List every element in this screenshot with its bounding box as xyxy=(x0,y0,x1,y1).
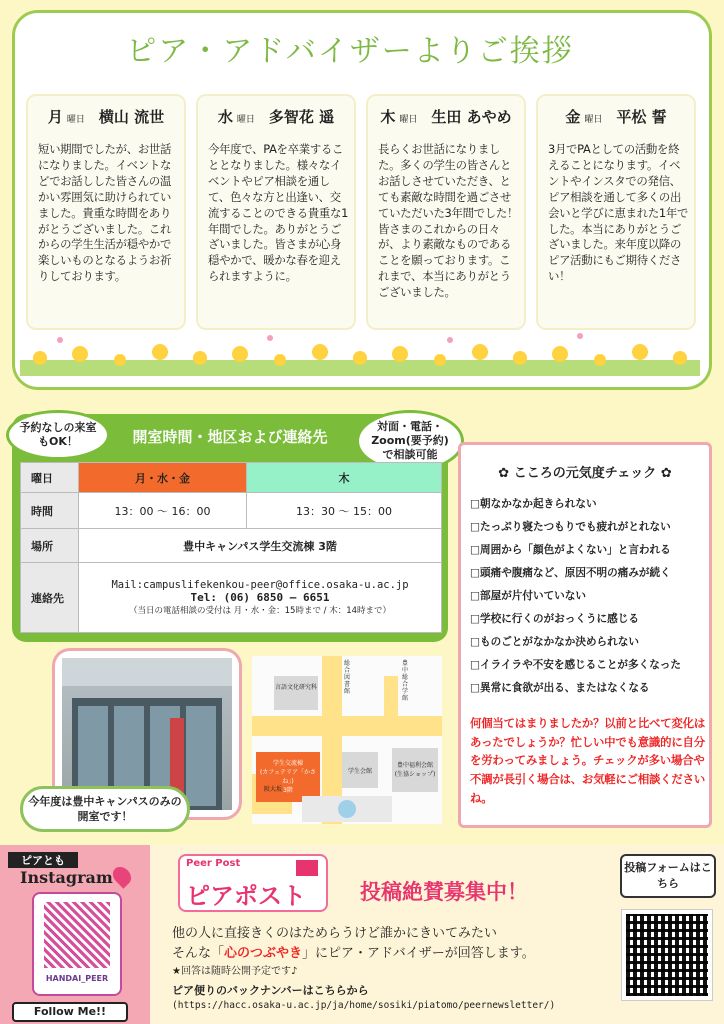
table-row xyxy=(21,463,442,493)
card-day: 金 xyxy=(565,108,581,126)
flower-border-illustration xyxy=(20,330,700,376)
table-row xyxy=(21,529,442,563)
card-day-suffix: 曜日 xyxy=(584,115,603,125)
instagram-title: Instagram xyxy=(20,868,113,887)
flower-icon: ✿ xyxy=(498,466,514,481)
map-label: 学生会館 xyxy=(347,768,372,775)
card-day: 月 xyxy=(47,108,63,126)
place-label: 場所 xyxy=(21,529,79,563)
check-item[interactable]: □学校に行くのがおっくうに感じる xyxy=(470,613,639,625)
instagram-handle: HANDAI_PEER xyxy=(45,974,109,983)
card-day-suffix: 曜日 xyxy=(399,115,418,125)
map-label: 豊中福利会館 (生協ショップ) xyxy=(394,762,436,778)
qr-code-icon[interactable] xyxy=(44,902,110,968)
card-day: 木 xyxy=(380,108,396,126)
greeting-title: ピア・アドバイザーよりご挨拶 xyxy=(126,34,574,69)
contact-tel[interactable]: Tel: (06) 6850 – 6651 xyxy=(190,591,330,604)
map-label: 学生交流棟 (カフェテリア「かさね」) 3階 xyxy=(259,760,317,794)
check-item[interactable]: □たっぷり寝たつもりでも疲れがとれない xyxy=(470,521,671,533)
check-item[interactable]: □異常に食欲が出る、またはなくなる xyxy=(470,682,650,694)
day-label: 曜日 xyxy=(21,463,79,493)
card-day: 水 xyxy=(217,108,233,126)
instagram-qr-card[interactable] xyxy=(32,892,122,996)
instagram-tag: ピアとも xyxy=(8,852,78,868)
check-item[interactable]: □周囲から「顔色がよくない」と言われる xyxy=(470,544,671,556)
campus-note: 今年度は豊中キャンパスのみの開室です！ xyxy=(20,786,190,832)
form-qr-code[interactable] xyxy=(622,910,712,1000)
check-item[interactable]: □部屋が片付いていない xyxy=(470,590,586,602)
flower-icon: ✿ xyxy=(656,466,672,481)
post-line2-highlight: 心のつぶやき xyxy=(224,946,303,961)
post-line2 xyxy=(172,942,612,961)
contact-cell xyxy=(79,563,442,633)
card-name: 平松 誓 xyxy=(616,108,667,126)
time-thu: 13：30 〜 15：00 xyxy=(247,493,442,529)
hours-table xyxy=(20,462,442,633)
card-text: 長らくお世話になりました。多くの学生の皆さんとお話しさせていただき、とても素敵な時間を過ごさせていただいた3年間でした！皆さまのこれからの日々が、より素敵なものであることを願っております。これまで、本当にありがとうございました。 xyxy=(378,142,519,300)
day-thu: 木 xyxy=(247,463,442,493)
card-name: 生田 あやめ xyxy=(431,108,512,126)
contact-label: 連絡先 xyxy=(21,563,79,633)
card-text: 今年度で、PAを卒業することとなりました。様々なイベントやピア相談を通して、色々な方と出逢い、交流することのできる貴重な1年間でした。ありがとうございました。皆さまが心身穏やかで、暖かな春を迎えられますように。 xyxy=(208,142,349,284)
map-label: 豊中総合学館 xyxy=(402,660,409,702)
map-label: 総合図書館 xyxy=(344,660,351,695)
follow-me-button[interactable]: Follow Me!! xyxy=(12,1002,128,1022)
logo-jp: ピアポスト xyxy=(186,882,306,910)
check-item[interactable]: □頭痛や腹痛など、原因不明の痛みが続く xyxy=(470,567,671,579)
contact-mail[interactable]: Mail:campuslifekenkou-peer@office.osaka-u.ac.jp xyxy=(111,579,409,591)
qr-code-icon[interactable] xyxy=(626,914,708,996)
post-line2-a: そんな「 xyxy=(172,946,225,961)
backnumber-url[interactable]: (https://hacc.osaka-u.ac.jp/ja/home/sosiki/piatomo/peernewsletter/) xyxy=(172,1000,556,1011)
table-row xyxy=(21,563,442,633)
logo-en: Peer Post xyxy=(186,858,241,869)
backnumber-label: ピア便りのバックナンバーはこちらから xyxy=(172,984,369,997)
post-line3: ★回答は随時公開予定です♪ xyxy=(172,966,298,977)
form-label: 投稿フォームはこちら xyxy=(620,854,716,898)
check-item[interactable]: □朝なかなか起きられない xyxy=(470,498,597,510)
check-item[interactable]: □ものごとがなかなか決められない xyxy=(470,636,639,648)
time-label: 時間 xyxy=(21,493,79,529)
consult-method-bubble: 対面・電話・Zoom(要予約)で相談可能 xyxy=(356,410,464,472)
walk-in-bubble: 予約なしの来室もOK！ xyxy=(6,410,110,460)
card-monday xyxy=(26,94,186,330)
card-friday xyxy=(536,94,696,330)
table-row xyxy=(21,493,442,529)
card-name: 多智花 遥 xyxy=(268,108,335,126)
card-wednesday xyxy=(196,94,356,330)
card-name: 横山 流世 xyxy=(98,108,165,126)
check-title-text: こころの元気度チェック xyxy=(513,466,657,481)
card-thursday xyxy=(366,94,526,330)
peer-post-logo xyxy=(178,854,328,912)
check-title xyxy=(470,462,700,481)
check-item[interactable]: □イライラや不安を感じることが多くなった xyxy=(470,659,681,671)
post-line2-c: 」にピア・アドバイザーが回答します。 xyxy=(302,946,535,961)
time-mon-wed-fri: 13：00 〜 16：00 xyxy=(79,493,247,529)
map-label: 言語文化研究科 xyxy=(274,684,317,691)
postbox-icon xyxy=(296,860,318,876)
day-mon-wed-fri: 月・水・金 xyxy=(79,463,247,493)
card-day-suffix: 曜日 xyxy=(236,115,255,125)
campus-map xyxy=(252,656,442,824)
post-line1: 他の人に直接きくのはためらうけど誰かにきいてみたい xyxy=(172,926,498,941)
check-message: 何個当てはまりましたか？以前と比べて変化はあったでしょうか？忙しい中でも意識的に自分を労わってみましょう。チェックが多い場合や不調が長引く場合は、お気軽にご相談くださいね。 xyxy=(470,716,706,805)
card-text: 3月でPAとしての活動を終えることになります。イベントやインスタでの発信、ピア相談を通して多くの出会いと学びに恵まれた1年でした。本当にありがとうございました。来年度以降のピア活動にもご期待ください！ xyxy=(548,142,689,284)
post-headline: 投稿絶賛募集中！ xyxy=(360,880,528,904)
place-value: 豊中キャンパス学生交流棟 3階 xyxy=(79,529,442,563)
card-day-suffix: 曜日 xyxy=(66,115,85,125)
contact-note: （当日の電話相談の受付は 月・水・金：15時まで / 木：14時まで） xyxy=(128,606,392,616)
card-text: 短い期間でしたが、お世話になりました。イベントなどでお話しした皆さんの温かい雰囲気に助けられていました。貴重な時間をありがとうございました。これからの学生生活が穏やかで楽しいものとなるようお祈りしております。 xyxy=(38,142,172,284)
map-label: 阪大坂 xyxy=(263,786,282,793)
opening-hours-title: 開室時間・地区および連絡先 xyxy=(132,428,328,446)
